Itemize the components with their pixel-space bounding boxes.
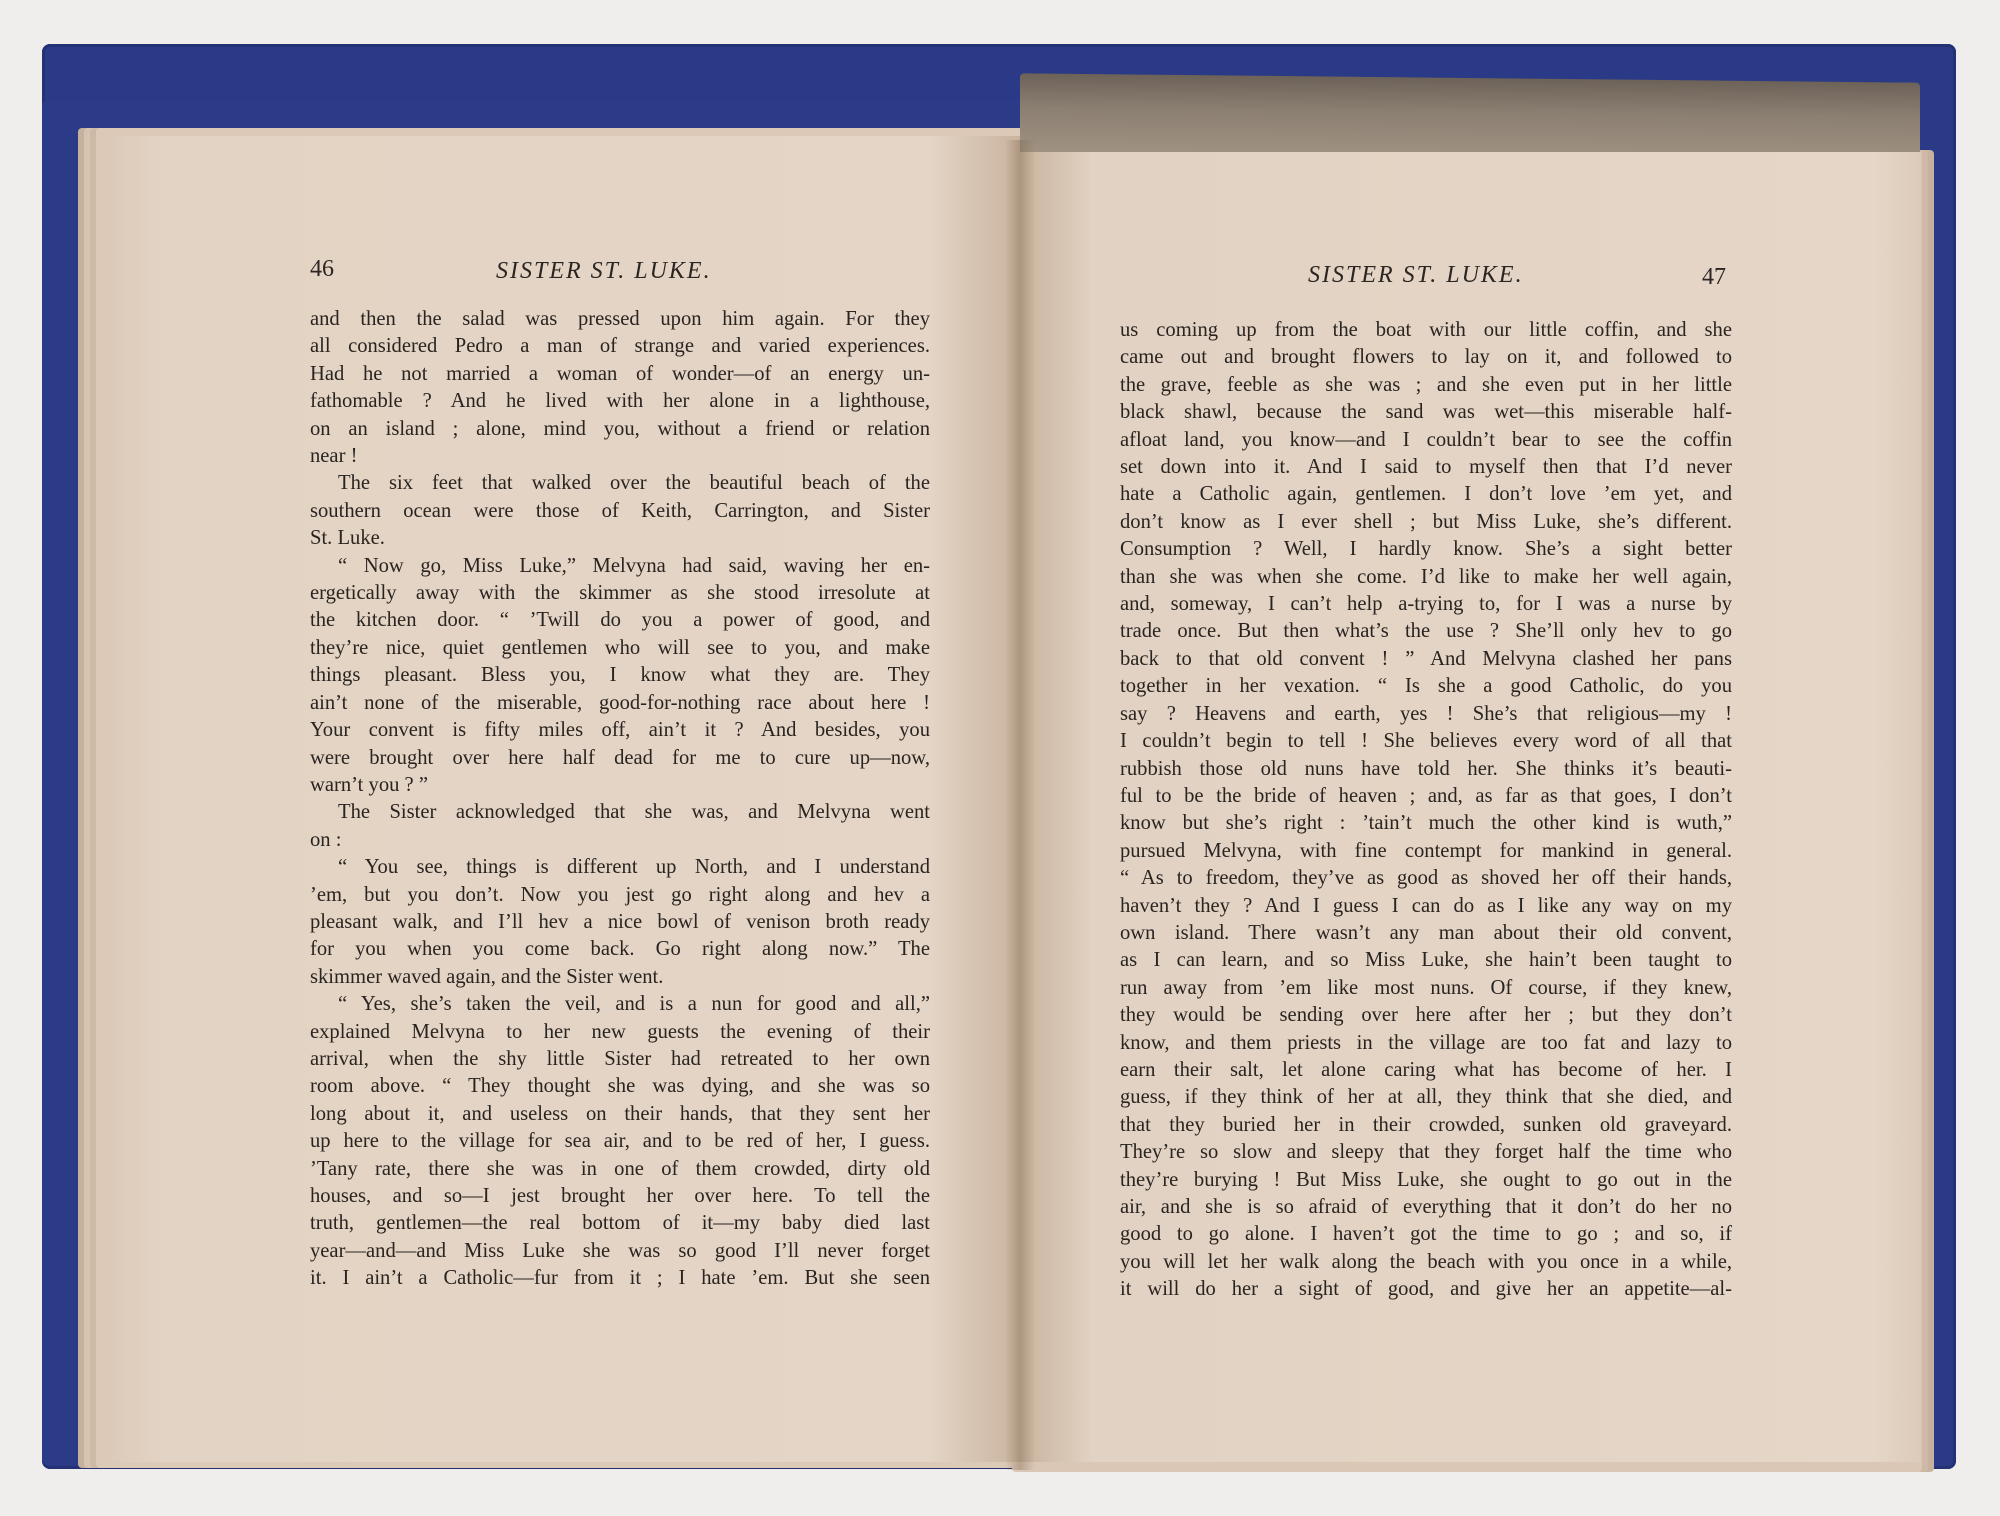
text-line: say ? Heavens and earth, yes ! She’s that religious—my ! [1120,702,1732,725]
left-running-head: SISTER ST. LUKE. [496,258,712,284]
text-line: run away from ’em like most nuns. Of course, if they knew, [1120,976,1732,999]
text-line: haven’t they ? And I guess I can do as I like any way on my [1120,894,1732,917]
text-line: it. I ain’t a Catholic—fur from it ; I hate ’em. But she seen [310,1267,930,1290]
text-line: know but she’s right : ’tain’t much the other kind is wuth,” [1120,812,1732,835]
text-line: fathomable ? And he lived with her alone in a lighthouse, [310,390,930,413]
text-line: own island. There wasn’t any man about their old convent, [1120,921,1732,944]
text-line: “ As to freedom, they’ve as good as shoved her off their hands, [1120,867,1732,890]
text-line: Consumption ? Well, I hardly know. She’s a sight better [1120,538,1732,561]
left-page-number: 46 [310,256,334,282]
text-line: were brought over here half dead for me to cure up—now, [310,746,930,769]
text-line: ’Tany rate, there she was in one of them crowded, dirty old [310,1157,930,1180]
text-line: air, and she is so afraid of everything that it don’t do her no [1120,1196,1732,1218]
text-line: the grave, feeble as she was ; and she even put in her little [1120,373,1732,396]
text-line: all considered Pedro a man of strange and varied experiences. [310,335,930,358]
right-page [1020,152,1920,1462]
text-line: on : [310,828,342,851]
text-line: know, and them priests in the village are too fat and lazy to [1120,1031,1732,1054]
text-line: skimmer waved again, and the Sister went. [310,965,664,988]
text-line: don’t know as I ever shell ; but Miss Luke, she’s different. [1120,510,1732,533]
text-line: on an island ; alone, mind you, without a friend or relation [310,417,930,440]
right-page-number: 47 [1702,264,1726,290]
text-line: Your convent is fifty miles off, ain’t it ? And besides, you [310,719,930,742]
text-line: earn their salt, let alone caring what has become of her. I [1120,1058,1732,1081]
text-line: back to that old convent ! ” And Melvyna clashed her pans [1120,647,1732,670]
text-line: that they buried her in their crowded, sunken old graveyard. [1120,1113,1732,1136]
book-spine-gutter [1005,140,1035,1470]
text-line: and then the salad was pressed upon him again. For they [310,308,930,330]
text-line: warn’t you ? ” [310,773,428,796]
text-line: St. Luke. [310,527,385,550]
text-line: set down into it. And I said to myself then that I’d never [1120,456,1732,479]
text-line: arrival, when the shy little Sister had retreated to her own [310,1047,930,1070]
text-line: southern ocean were those of Keith, Carrington, and Sister [310,499,930,522]
text-line: ’em, but you don’t. Now you jest go right along and hev a [310,883,930,906]
text-line: ful to be the bride of heaven ; and, as far as that goes, I don’t [1120,784,1732,807]
text-line: things pleasant. Bless you, I know what they are. They [310,664,930,687]
text-line: near ! [310,445,358,468]
text-line: up here to the village for sea air, and to be red of her, I guess. [310,1130,930,1153]
text-line: us coming up from the boat with our little coffin, and she [1120,319,1732,341]
text-line: truth, gentlemen—the real bottom of it—my baby died last [310,1212,930,1235]
right-page-text [1120,317,1732,1304]
text-line: rubbish those old nuns have told her. She thinks it’s beauti- [1120,757,1732,780]
text-line: they would be sending over here after her ; but they don’t [1120,1004,1732,1027]
text-line: “ Now go, Miss Luke,” Melvyna had said, waving her en- [338,554,930,577]
text-line: black shawl, because the sand was wet—this miserable half- [1120,401,1732,424]
right-running-head: SISTER ST. LUKE. [1308,262,1524,288]
left-page-text [310,306,930,1293]
text-line: “ Yes, she’s taken the veil, and is a nun for good and all,” [338,993,930,1016]
text-line: they’re burying ! But Miss Luke, she ought to go out in the [1120,1168,1732,1191]
text-line: trade once. But then what’s the use ? She’ll only hev to go [1120,620,1732,643]
text-line: it will do her a sight of good, and give her an appetite—al- [1120,1278,1732,1301]
text-line: explained Melvyna to her new guests the evening of their [310,1020,930,1043]
text-line: houses, and so—I jest brought her over here. To tell the [310,1185,930,1207]
text-line: They’re so slow and sleepy that they forget half the time who [1120,1141,1732,1164]
text-line: than she was when she come. I’d like to make her well again, [1120,565,1732,588]
text-line: hate a Catholic again, gentlemen. I don’t love ’em yet, and [1120,483,1732,506]
text-line: good to go alone. I haven’t got the time to go ; and so, if [1120,1223,1732,1246]
text-line: as I can learn, and so Miss Luke, she hain’t been taught to [1120,949,1732,972]
text-line: together in her vexation. “ Is she a good Catholic, do you [1120,675,1732,698]
text-line: room above. “ They thought she was dying, and she was so [310,1075,930,1098]
left-page [108,136,1020,1462]
text-line: The six feet that walked over the beautiful beach of the [338,472,930,495]
text-line: I couldn’t begin to tell ! She believes every word of all that [1120,730,1732,753]
text-line: “ You see, things is different up North, and I understand [338,856,930,879]
text-line: afloat land, you know—and I couldn’t bear to see the coffin [1120,428,1732,451]
text-line: pleasant walk, and I’ll hev a nice bowl of venison broth ready [310,910,930,933]
text-line: pursued Melvyna, with fine contempt for mankind in general. [1120,839,1732,862]
text-line: guess, if they think of her at all, they think that she died, and [1120,1086,1732,1109]
text-line: you will let her walk along the beach with you once in a while, [1120,1250,1732,1273]
text-line: Had he not married a woman of wonder—of an energy un- [310,362,930,385]
text-line: and, someway, I can’t help a-trying to, for I was a nurse by [1120,593,1732,616]
text-line: the kitchen door. “ ’Twill do you a power of good, and [310,609,930,632]
text-line: ain’t none of the miserable, good-for-nothing race about here ! [310,691,930,714]
text-line: The Sister acknowledged that she was, and Melvyna went [338,801,930,824]
text-line: for you when you come back. Go right along now.” The [310,938,930,961]
text-line: long about it, and useless on their hands, that they sent her [310,1102,930,1125]
text-line: ergetically away with the skimmer as she stood irresolute at [310,582,930,605]
text-line: came out and brought flowers to lay on it, and followed to [1120,346,1732,369]
text-line: they’re nice, quiet gentlemen who will see to you, and make [310,636,930,659]
text-line: year—and—and Miss Luke she was so good I’ll never forget [310,1239,930,1262]
